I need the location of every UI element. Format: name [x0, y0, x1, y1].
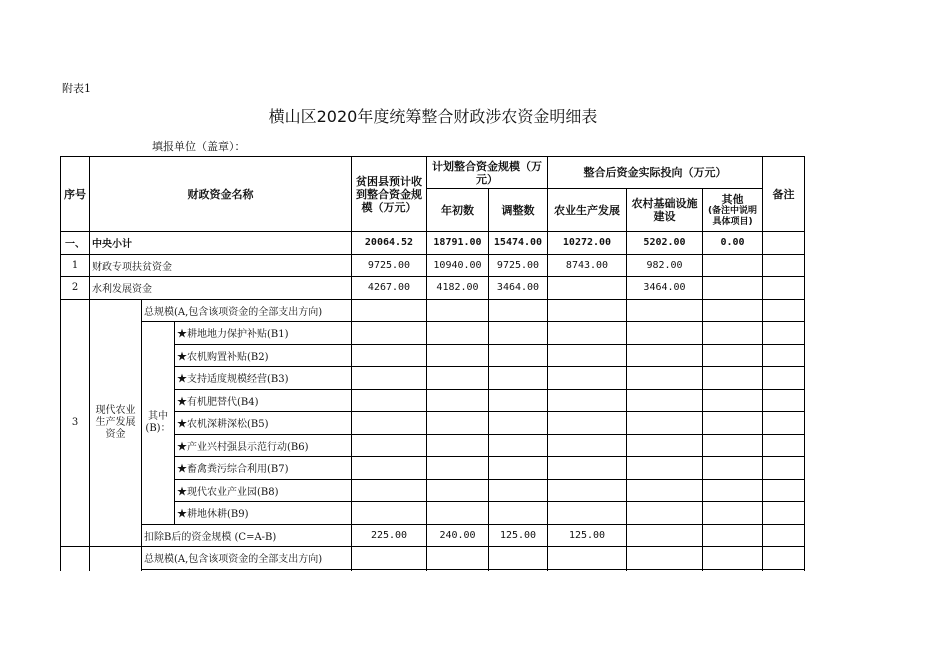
cell: [627, 299, 703, 322]
sub-item-label: ★畜禽粪污综合利用(B7): [175, 457, 352, 480]
cell: [352, 502, 427, 525]
cell: [489, 344, 548, 367]
header-poverty-county: 贫困县预计收到整合资金规模（万元）: [352, 157, 427, 232]
header-year-start: 年初数: [427, 189, 489, 232]
cell: [703, 367, 763, 390]
cell: [548, 322, 627, 345]
row-infra: 3464.00: [627, 277, 703, 300]
cell: [427, 322, 489, 345]
cell: [703, 479, 763, 502]
page-bottom-margin: [0, 571, 936, 662]
central-adjusted: 15474.00: [489, 232, 548, 255]
cell: [427, 299, 489, 322]
cell: [427, 367, 489, 390]
item3-after-row: [61, 524, 805, 547]
cell: [763, 502, 805, 525]
sub-item-label: ★耕地休耕(B9): [175, 502, 352, 525]
item3-total-row: [61, 299, 805, 322]
cell: [703, 344, 763, 367]
central-year-start: 18791.00: [427, 232, 489, 255]
cell: [427, 479, 489, 502]
header-other-note: (备注中说明具体项目): [707, 205, 758, 227]
row-seq: 1: [61, 254, 90, 277]
header-seq: 序号: [61, 157, 90, 232]
cell: [763, 547, 805, 570]
cell: [548, 412, 627, 435]
cell: [427, 412, 489, 435]
sub-item-label: ★农机购置补贴(B2): [175, 344, 352, 367]
cell: [627, 322, 703, 345]
cell: [703, 412, 763, 435]
cell: [548, 389, 627, 412]
cell: [352, 299, 427, 322]
row-agri: 8743.00: [548, 254, 627, 277]
sub-item-label: ★有机肥替代(B4): [175, 389, 352, 412]
central-remark: [763, 232, 805, 255]
header-fund-name: 财政资金名称: [90, 157, 352, 232]
header-plan-group: 计划整合资金规模（万元）: [427, 157, 548, 189]
header-row-1: [61, 157, 805, 189]
reporting-unit-label: 填报单位（盖章）：: [152, 140, 246, 153]
row-infra: 982.00: [627, 254, 703, 277]
item3-sub-row: [61, 322, 805, 345]
cell: [352, 322, 427, 345]
cell: [763, 367, 805, 390]
annex-label: 附表1: [62, 82, 91, 95]
header-infra: 农村基础设施建设: [627, 189, 703, 232]
header-direction-group: 整合后资金实际投向（万元）: [548, 157, 763, 189]
cell: [763, 299, 805, 322]
row-adjusted: 3464.00: [489, 277, 548, 300]
row-year-start: 4182.00: [427, 277, 489, 300]
cell: [489, 479, 548, 502]
header-other-label: 其他: [721, 192, 744, 206]
central-infra: 5202.00: [627, 232, 703, 255]
after-agri: 125.00: [548, 524, 627, 547]
cell: [548, 434, 627, 457]
header-adjusted: 调整数: [489, 189, 548, 232]
cell: [489, 389, 548, 412]
sub-item-label: ★产业兴村强县示范行动(B6): [175, 434, 352, 457]
cell: [427, 457, 489, 480]
cell: [627, 524, 703, 547]
item3-group-name: 现代农业生产发展资金: [90, 299, 142, 547]
cell: [627, 502, 703, 525]
cell: [763, 322, 805, 345]
item4-total-row: [61, 547, 805, 570]
cell: [627, 389, 703, 412]
cell: [703, 322, 763, 345]
sub-item-label: ★农机深耕深松(B5): [175, 412, 352, 435]
row-name: 水利发展资金: [90, 277, 352, 300]
cell: [627, 344, 703, 367]
cell: [352, 412, 427, 435]
cell: [703, 457, 763, 480]
funds-table: [60, 156, 805, 592]
cell: [548, 367, 627, 390]
header-other: [703, 189, 763, 232]
row-name: 财政专项扶贫资金: [90, 254, 352, 277]
central-name: 中央小计: [90, 232, 352, 255]
central-seq: 一、: [61, 232, 90, 255]
page-title: 横山区2020年度统筹整合财政涉农资金明细表: [268, 107, 598, 126]
cell: [352, 479, 427, 502]
cell: [627, 457, 703, 480]
row-other: [703, 277, 763, 300]
sub-item-label: ★耕地地力保护补贴(B1): [175, 322, 352, 345]
central-subtotal-row: [61, 232, 805, 255]
row-year-start: 10940.00: [427, 254, 489, 277]
row-remark: [763, 277, 805, 300]
after-year-start: 240.00: [427, 524, 489, 547]
cell: [763, 389, 805, 412]
cell: [548, 502, 627, 525]
cell: [352, 547, 427, 570]
cell: [703, 389, 763, 412]
cell: [489, 299, 548, 322]
central-agri: 10272.00: [548, 232, 627, 255]
cell: [763, 479, 805, 502]
cell: [489, 457, 548, 480]
header-agri: 农业生产发展: [548, 189, 627, 232]
row-other: [703, 254, 763, 277]
cell: [763, 344, 805, 367]
cell: [352, 344, 427, 367]
cell: [427, 434, 489, 457]
cell: [548, 299, 627, 322]
table-row: [61, 254, 805, 277]
cell: [627, 367, 703, 390]
cell: [427, 547, 489, 570]
cell: [627, 479, 703, 502]
sub-item-label: ★支持适度规模经营(B3): [175, 367, 352, 390]
cell: [548, 547, 627, 570]
cell: [427, 502, 489, 525]
cell: [489, 367, 548, 390]
cell: [427, 389, 489, 412]
cell: [489, 502, 548, 525]
row-remark: [763, 254, 805, 277]
cell: [703, 524, 763, 547]
cell: [548, 344, 627, 367]
item3-total-label: 总规模(A,包含该项资金的全部支出方向): [142, 299, 352, 322]
after-adjusted: 125.00: [489, 524, 548, 547]
cell: [763, 524, 805, 547]
central-poverty: 20064.52: [352, 232, 427, 255]
header-remark: 备注: [763, 157, 805, 232]
cell: [352, 434, 427, 457]
cell: [627, 547, 703, 570]
cell: [627, 412, 703, 435]
row-seq: 2: [61, 277, 90, 300]
cell: [703, 434, 763, 457]
cell: [703, 547, 763, 570]
cell: [763, 457, 805, 480]
item4-total-label: 总规模(A,包含该项资金的全部支出方向): [142, 547, 352, 570]
cell: [703, 299, 763, 322]
cell: [763, 434, 805, 457]
table-row: [61, 277, 805, 300]
cell: [352, 389, 427, 412]
item3-after-label: 扣除B后的资金规模 (C=A-B): [142, 524, 352, 547]
cell: [489, 547, 548, 570]
row-poverty: 4267.00: [352, 277, 427, 300]
row-adjusted: 9725.00: [489, 254, 548, 277]
central-other: 0.00: [703, 232, 763, 255]
cell: [703, 502, 763, 525]
cell: [489, 412, 548, 435]
item3-among-label: 其中(B)：: [142, 322, 175, 525]
cell: [489, 322, 548, 345]
cell: [352, 367, 427, 390]
cell: [352, 457, 427, 480]
cell: [427, 344, 489, 367]
after-poverty: 225.00: [352, 524, 427, 547]
sub-item-label: ★现代农业产业园(B8): [175, 479, 352, 502]
cell: [489, 434, 548, 457]
cell: [627, 434, 703, 457]
cell: [548, 457, 627, 480]
item3-seq: 3: [61, 299, 90, 547]
cell: [548, 479, 627, 502]
row-poverty: 9725.00: [352, 254, 427, 277]
row-agri: [548, 277, 627, 300]
cell: [763, 412, 805, 435]
